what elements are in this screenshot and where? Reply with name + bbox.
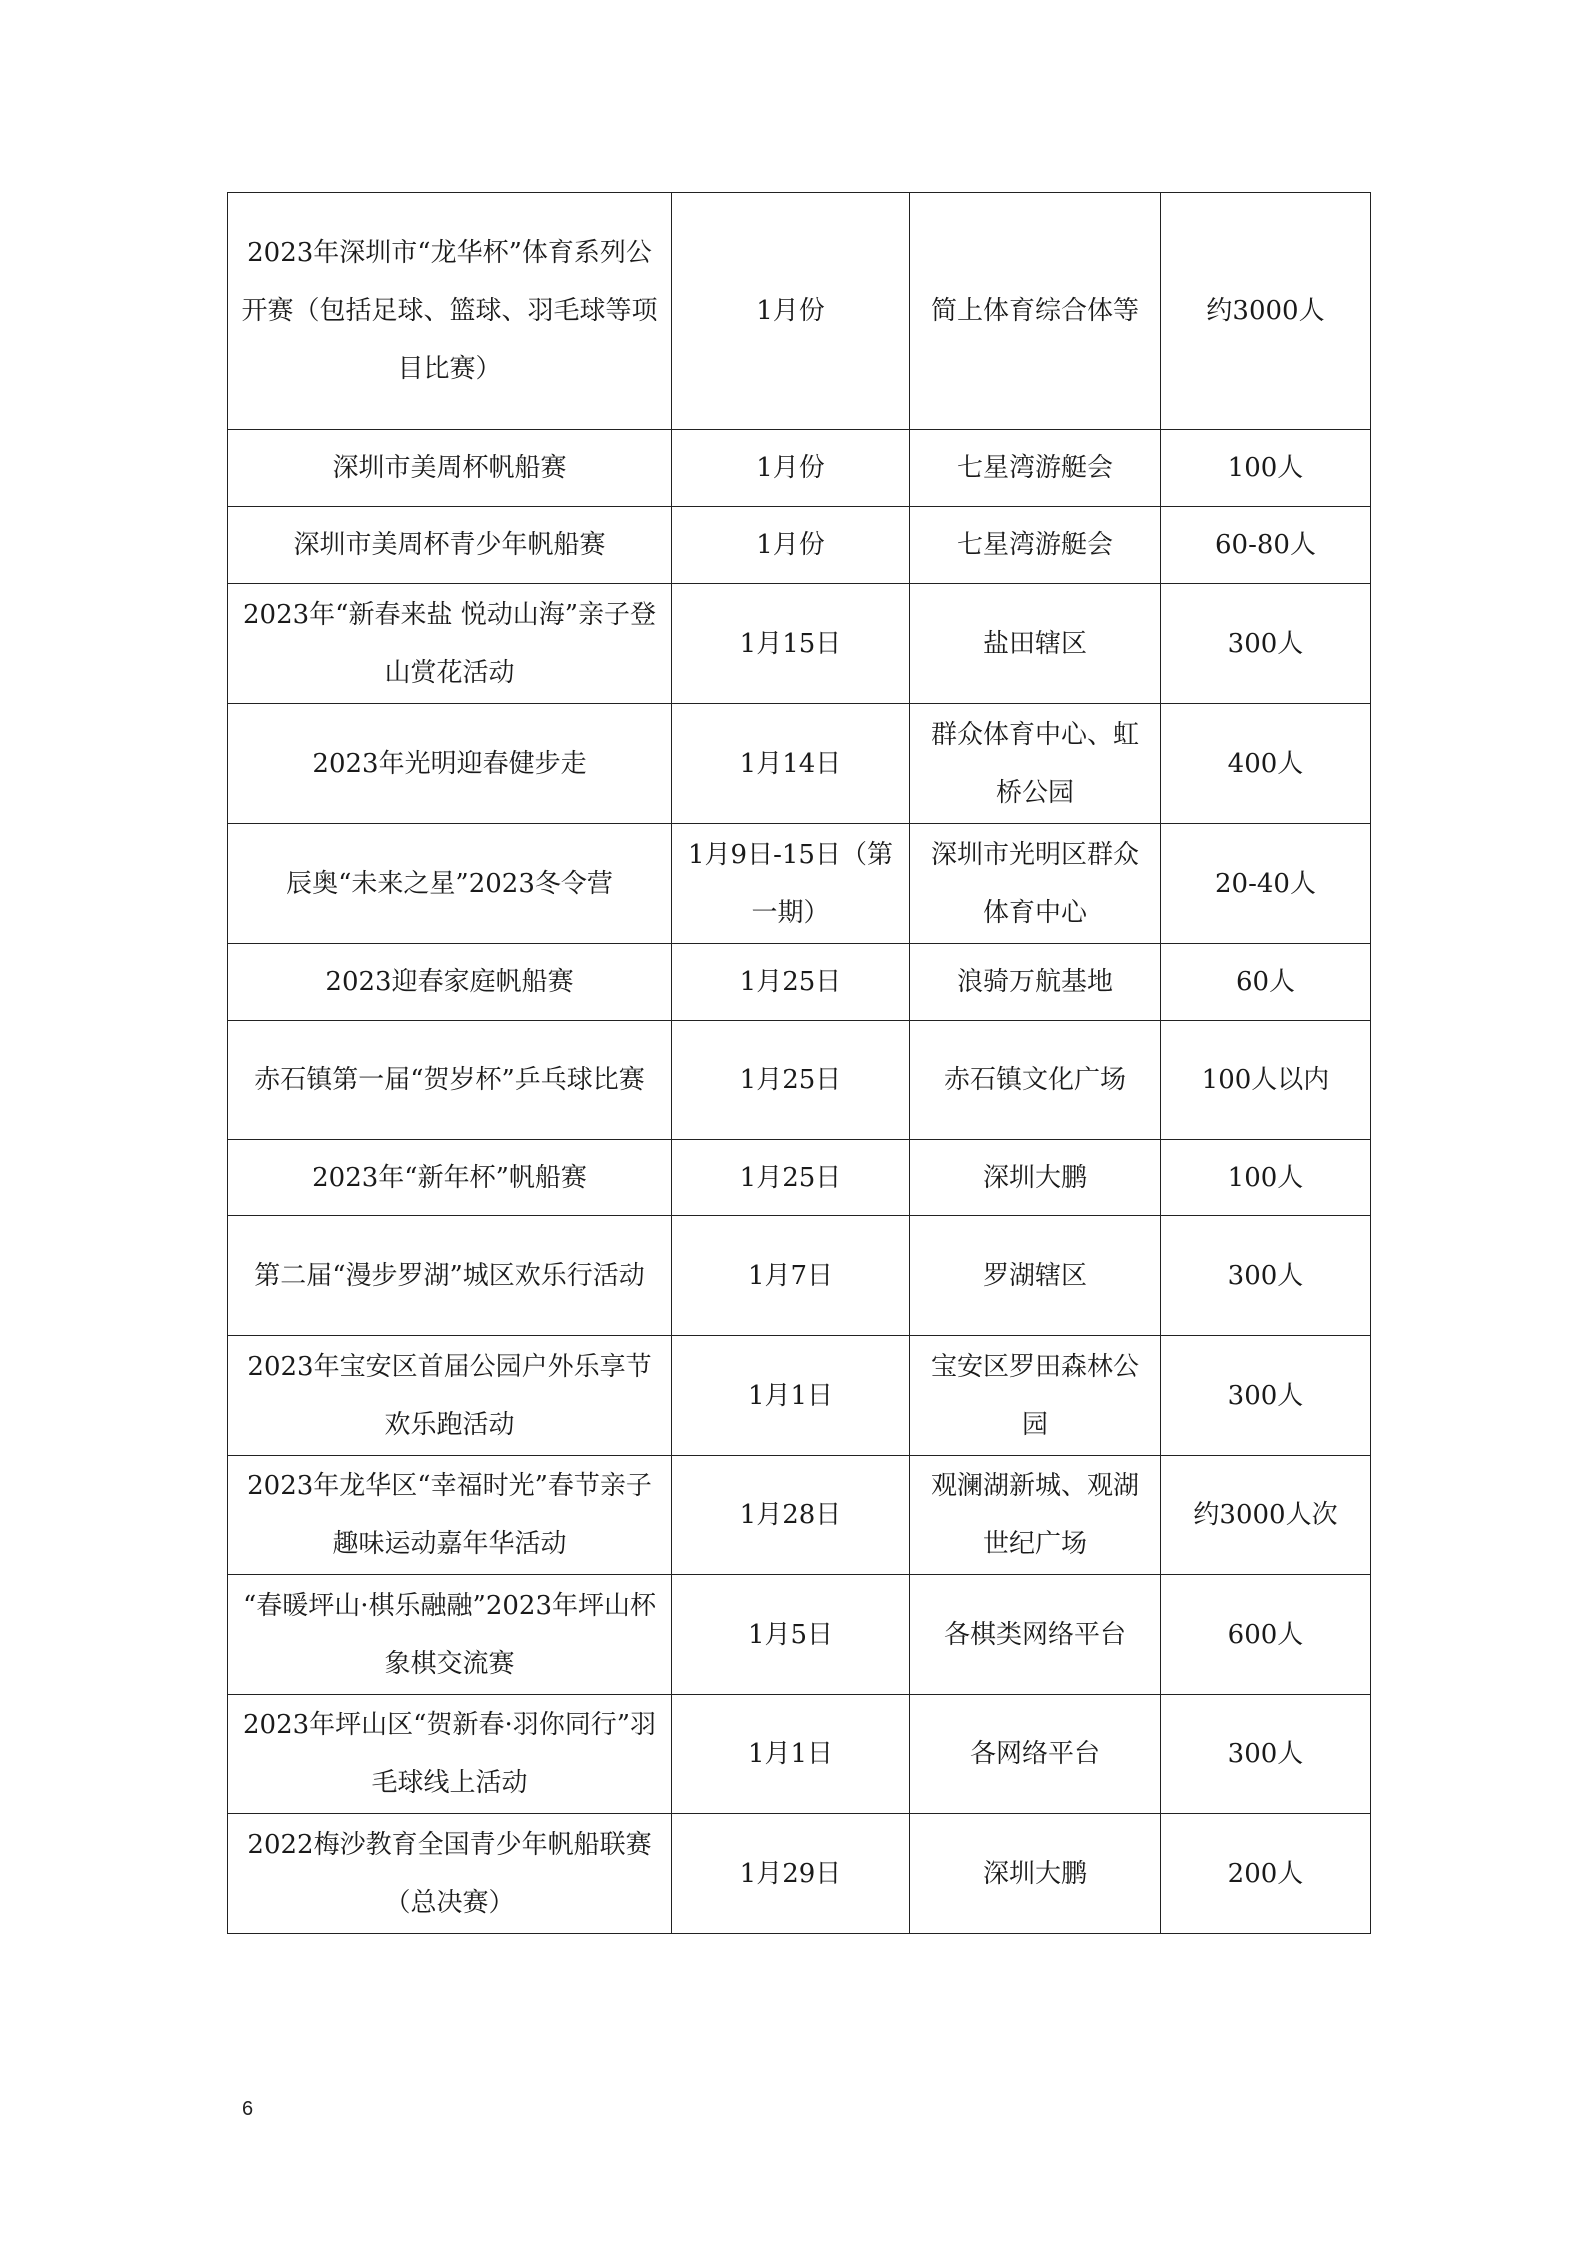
event-participants-cell: 100人以内 (1161, 1021, 1371, 1140)
event-participants-cell: 100人 (1161, 1140, 1371, 1216)
table-row (228, 1140, 1371, 1216)
event-venue-cell: 深圳大鹏 (910, 1814, 1161, 1934)
table-row (228, 1021, 1371, 1140)
event-date-cell: 1月份 (672, 507, 910, 584)
event-date-cell: 1月14日 (672, 704, 910, 824)
event-venue-cell: 盐田辖区 (910, 584, 1161, 704)
event-name-cell: 2023年“新年杯”帆船赛 (228, 1140, 672, 1216)
event-date-cell: 1月25日 (672, 944, 910, 1021)
table-row (228, 704, 1371, 824)
event-date-cell: 1月5日 (672, 1575, 910, 1695)
event-date-cell: 1月1日 (672, 1336, 910, 1456)
event-venue-cell: 赤石镇文化广场 (910, 1021, 1161, 1140)
event-participants-cell: 300人 (1161, 1336, 1371, 1456)
event-venue-cell: 各棋类网络平台 (910, 1575, 1161, 1695)
table-row (228, 1216, 1371, 1336)
event-name-cell: 2023年龙华区“幸福时光”春节亲子趣味运动嘉年华活动 (228, 1456, 672, 1575)
event-name-cell: 赤石镇第一届“贺岁杯”乒乓球比赛 (228, 1021, 672, 1140)
table-row (228, 1336, 1371, 1456)
event-name-cell: 2023年光明迎春健步走 (228, 704, 672, 824)
event-date-cell: 1月25日 (672, 1140, 910, 1216)
event-name-cell: 深圳市美周杯青少年帆船赛 (228, 507, 672, 584)
event-name-cell: 第二届“漫步罗湖”城区欢乐行活动 (228, 1216, 672, 1336)
event-participants-cell: 约3000人 (1161, 193, 1371, 430)
event-date-cell: 1月7日 (672, 1216, 910, 1336)
event-venue-cell: 罗湖辖区 (910, 1216, 1161, 1336)
event-name-cell: 辰奥“未来之星”2023冬令营 (228, 824, 672, 944)
table-row (228, 824, 1371, 944)
event-participants-cell: 100人 (1161, 430, 1371, 507)
event-name-cell: 2023年“新春来盐 悦动山海”亲子登山赏花活动 (228, 584, 672, 704)
event-venue-cell: 简上体育综合体等 (910, 193, 1161, 430)
event-date-cell: 1月1日 (672, 1695, 910, 1814)
event-participants-cell: 600人 (1161, 1575, 1371, 1695)
event-date-cell: 1月份 (672, 193, 910, 430)
event-participants-cell: 20-40人 (1161, 824, 1371, 944)
event-venue-cell: 浪骑万航基地 (910, 944, 1161, 1021)
event-venue-cell: 七星湾游艇会 (910, 430, 1161, 507)
event-participants-cell: 约3000人次 (1161, 1456, 1371, 1575)
event-venue-cell: 深圳市光明区群众体育中心 (910, 824, 1161, 944)
event-participants-cell: 300人 (1161, 584, 1371, 704)
event-participants-cell: 400人 (1161, 704, 1371, 824)
table-row (228, 944, 1371, 1021)
table-row (228, 193, 1371, 430)
event-name-cell: 2023年宝安区首届公园户外乐享节欢乐跑活动 (228, 1336, 672, 1456)
table-row (228, 430, 1371, 507)
table-row (228, 1575, 1371, 1695)
event-name-cell: 2022梅沙教育全国青少年帆船联赛（总决赛） (228, 1814, 672, 1934)
table-row (228, 507, 1371, 584)
event-date-cell: 1月29日 (672, 1814, 910, 1934)
event-venue-cell: 宝安区罗田森林公园 (910, 1336, 1161, 1456)
event-participants-cell: 200人 (1161, 1814, 1371, 1934)
event-venue-cell: 深圳大鹏 (910, 1140, 1161, 1216)
event-participants-cell: 60人 (1161, 944, 1371, 1021)
event-table (227, 192, 1371, 1934)
event-name-cell: 2023年坪山区“贺新春·羽你同行”羽毛球线上活动 (228, 1695, 672, 1814)
event-name-cell: 深圳市美周杯帆船赛 (228, 430, 672, 507)
event-date-cell: 1月15日 (672, 584, 910, 704)
event-name-cell: 2023迎春家庭帆船赛 (228, 944, 672, 1021)
event-venue-cell: 群众体育中心、虹桥公园 (910, 704, 1161, 824)
table-row (228, 1695, 1371, 1814)
event-venue-cell: 观澜湖新城、观湖世纪广场 (910, 1456, 1161, 1575)
table-row (228, 584, 1371, 704)
event-name-cell: 2023年深圳市“龙华杯”体育系列公开赛（包括足球、篮球、羽毛球等项目比赛） (228, 193, 672, 430)
event-date-cell: 1月25日 (672, 1021, 910, 1140)
event-date-cell: 1月9日-15日（第一期） (672, 824, 910, 944)
event-participants-cell: 60-80人 (1161, 507, 1371, 584)
event-venue-cell: 各网络平台 (910, 1695, 1161, 1814)
event-date-cell: 1月28日 (672, 1456, 910, 1575)
table-row (228, 1814, 1371, 1934)
event-participants-cell: 300人 (1161, 1216, 1371, 1336)
event-name-cell: “春暖坪山·棋乐融融”2023年坪山杯象棋交流赛 (228, 1575, 672, 1695)
event-date-cell: 1月份 (672, 430, 910, 507)
event-table-body (228, 193, 1371, 1934)
table-row (228, 1456, 1371, 1575)
page-number: 6 (242, 2098, 254, 2120)
event-participants-cell: 300人 (1161, 1695, 1371, 1814)
event-venue-cell: 七星湾游艇会 (910, 507, 1161, 584)
